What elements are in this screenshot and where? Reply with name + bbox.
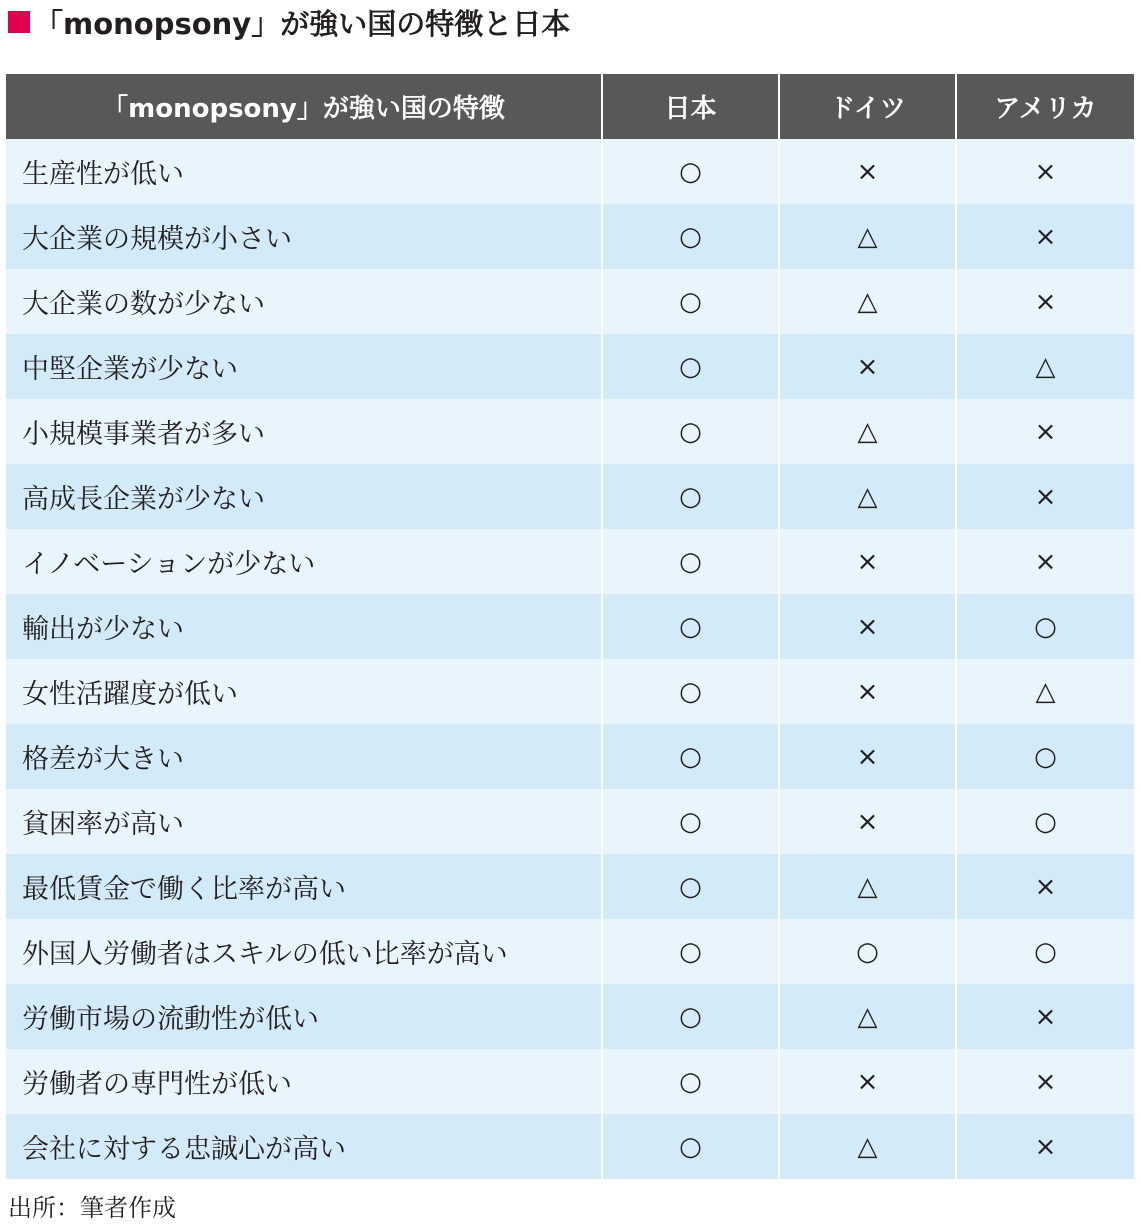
table-row <box>6 334 1134 399</box>
table-row <box>6 399 1134 464</box>
japan-mark-cell: ○ <box>602 1049 779 1114</box>
header-japan: 日本 <box>602 74 779 139</box>
feature-cell: イノベーションが少ない <box>6 529 602 594</box>
usa-mark-cell: × <box>956 1114 1134 1179</box>
comparison-table <box>6 74 1134 1179</box>
japan-mark-cell: ○ <box>602 464 779 529</box>
germany-mark-cell: × <box>779 659 956 724</box>
germany-mark-cell: △ <box>779 399 956 464</box>
header-usa: アメリカ <box>956 74 1134 139</box>
usa-mark-cell: × <box>956 984 1134 1049</box>
feature-cell: 女性活躍度が低い <box>6 659 602 724</box>
table-row <box>6 139 1134 204</box>
feature-cell: 高成長企業が少ない <box>6 464 602 529</box>
usa-mark-cell: × <box>956 399 1134 464</box>
japan-mark-cell: ○ <box>602 724 779 789</box>
japan-mark-cell: ○ <box>602 594 779 659</box>
usa-mark-cell: × <box>956 464 1134 529</box>
germany-mark-cell: × <box>779 529 956 594</box>
feature-cell: 最低賃金で働く比率が高い <box>6 854 602 919</box>
table-row <box>6 1049 1134 1114</box>
germany-mark-cell: × <box>779 724 956 789</box>
feature-cell: 格差が大きい <box>6 724 602 789</box>
feature-cell: 大企業の規模が小さい <box>6 204 602 269</box>
feature-cell: 外国人労働者はスキルの低い比率が高い <box>6 919 602 984</box>
usa-mark-cell: × <box>956 204 1134 269</box>
japan-mark-cell: ○ <box>602 984 779 1049</box>
usa-mark-cell: △ <box>956 334 1134 399</box>
usa-mark-cell: × <box>956 529 1134 594</box>
usa-mark-cell: × <box>956 269 1134 334</box>
germany-mark-cell: × <box>779 594 956 659</box>
germany-mark-cell: × <box>779 789 956 854</box>
usa-mark-cell: △ <box>956 659 1134 724</box>
japan-mark-cell: ○ <box>602 659 779 724</box>
feature-cell: 労働者の専門性が低い <box>6 1049 602 1114</box>
table-row <box>6 204 1134 269</box>
table-row <box>6 984 1134 1049</box>
table-body <box>6 139 1134 1179</box>
table-header-row <box>6 74 1134 139</box>
japan-mark-cell: ○ <box>602 269 779 334</box>
japan-mark-cell: ○ <box>602 529 779 594</box>
feature-cell: 小規模事業者が多い <box>6 399 602 464</box>
germany-mark-cell: △ <box>779 854 956 919</box>
table-row <box>6 724 1134 789</box>
japan-mark-cell: ○ <box>602 919 779 984</box>
feature-cell: 輸出が少ない <box>6 594 602 659</box>
japan-mark-cell: ○ <box>602 204 779 269</box>
table-row <box>6 529 1134 594</box>
table-row <box>6 594 1134 659</box>
table-row <box>6 789 1134 854</box>
usa-mark-cell: ○ <box>956 724 1134 789</box>
header-feature: 「monopsony」が強い国の特徴 <box>6 74 602 139</box>
feature-cell: 会社に対する忠誠心が高い <box>6 1114 602 1179</box>
germany-mark-cell: △ <box>779 1114 956 1179</box>
table-row <box>6 1114 1134 1179</box>
germany-mark-cell: × <box>779 139 956 204</box>
title-marker-square <box>8 11 30 33</box>
germany-mark-cell: ○ <box>779 919 956 984</box>
header-germany: ドイツ <box>779 74 956 139</box>
usa-mark-cell: × <box>956 139 1134 204</box>
feature-cell: 生産性が低い <box>6 139 602 204</box>
usa-mark-cell: ○ <box>956 594 1134 659</box>
feature-cell: 中堅企業が少ない <box>6 334 602 399</box>
japan-mark-cell: ○ <box>602 789 779 854</box>
germany-mark-cell: × <box>779 1049 956 1114</box>
japan-mark-cell: ○ <box>602 399 779 464</box>
germany-mark-cell: △ <box>779 984 956 1049</box>
table-row <box>6 659 1134 724</box>
feature-cell: 大企業の数が少ない <box>6 269 602 334</box>
feature-cell: 貧困率が高い <box>6 789 602 854</box>
germany-mark-cell: △ <box>779 464 956 529</box>
table-row <box>6 464 1134 529</box>
japan-mark-cell: ○ <box>602 854 779 919</box>
usa-mark-cell: ○ <box>956 789 1134 854</box>
table-row <box>6 919 1134 984</box>
title-text: 「monopsony」が強い国の特徴と日本 <box>34 6 571 41</box>
usa-mark-cell: ○ <box>956 919 1134 984</box>
japan-mark-cell: ○ <box>602 334 779 399</box>
page-title <box>8 0 570 44</box>
japan-mark-cell: ○ <box>602 139 779 204</box>
table-row <box>6 854 1134 919</box>
usa-mark-cell: × <box>956 854 1134 919</box>
germany-mark-cell: × <box>779 334 956 399</box>
feature-cell: 労働市場の流動性が低い <box>6 984 602 1049</box>
table-row <box>6 269 1134 334</box>
source-note: 出所：筆者作成 <box>8 1194 176 1222</box>
germany-mark-cell: △ <box>779 269 956 334</box>
germany-mark-cell: △ <box>779 204 956 269</box>
japan-mark-cell: ○ <box>602 1114 779 1179</box>
usa-mark-cell: × <box>956 1049 1134 1114</box>
